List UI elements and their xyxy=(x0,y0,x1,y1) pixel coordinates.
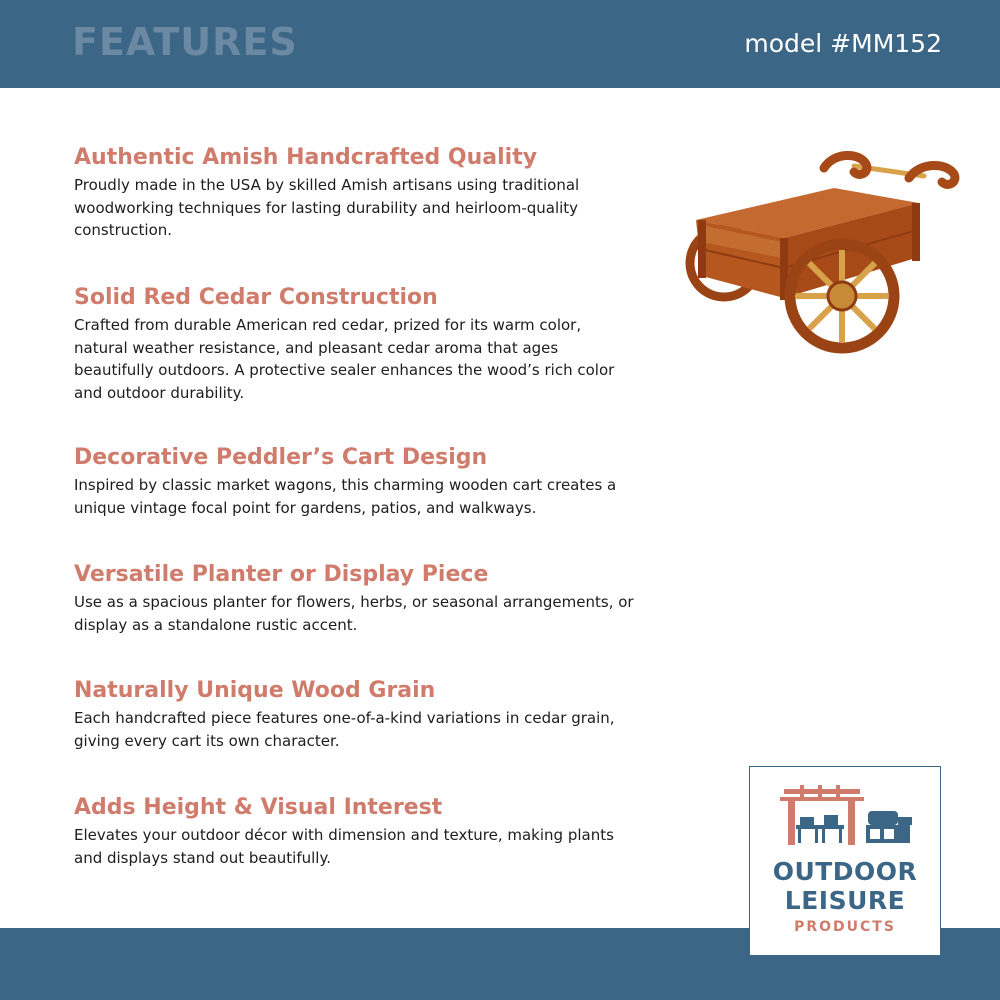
feature-item xyxy=(74,284,654,404)
feature-description: Inspired by classic market wagons, this charming wooden cart creates a unique vintage focal point for gardens, patios, and walkways. xyxy=(74,476,617,517)
page-title: FEATURES xyxy=(72,20,298,64)
feature-heading: Authentic Amish Handcrafted Quality xyxy=(74,145,538,170)
pergola-icon xyxy=(778,781,914,845)
feature-item xyxy=(74,677,654,752)
feature-heading: Solid Red Cedar Construction xyxy=(74,285,438,310)
feature-item xyxy=(74,144,654,242)
feature-heading: Decorative Peddler’s Cart Design xyxy=(74,445,488,470)
feature-description: Each handcrafted piece features one-of-a-kind variations in cedar grain, giving every cart its own character. xyxy=(74,709,615,750)
logo-text-outdoor: OUTDOOR xyxy=(772,857,918,886)
peddler-cart-image xyxy=(684,148,960,358)
feature-item xyxy=(74,561,654,636)
header-bar xyxy=(0,0,1000,88)
feature-item xyxy=(74,794,654,869)
feature-description: Crafted from durable American red cedar, prized for its warm color, natural weather resistance, and pleasant cedar aroma that ages beautifully outdoors. A protective sealer enhances the wood’s rich color and outdoor durability. xyxy=(74,316,615,402)
model-number: model #MM152 xyxy=(744,29,942,58)
adirondack-chair-icon xyxy=(796,815,844,843)
feature-description: Elevates your outdoor décor with dimension and texture, making plants and displays stand out beautifully. xyxy=(74,826,614,867)
feature-description: Use as a spacious planter for flowers, herbs, or seasonal arrangements, or display as a standalone rustic accent. xyxy=(74,593,634,634)
feature-heading: Adds Height & Visual Interest xyxy=(74,795,443,820)
logo-text-products: PRODUCTS xyxy=(794,919,896,935)
brand-logo xyxy=(749,766,941,956)
feature-heading: Versatile Planter or Display Piece xyxy=(74,562,489,587)
feature-heading: Naturally Unique Wood Grain xyxy=(74,678,436,703)
feature-description: Proudly made in the USA by skilled Amish artisans using traditional woodworking techniques for lasting durability and heirloom-quality construction. xyxy=(74,176,580,239)
grill-icon xyxy=(866,811,912,843)
feature-item xyxy=(74,444,654,519)
logo-text-leisure: LEISURE xyxy=(784,886,906,915)
